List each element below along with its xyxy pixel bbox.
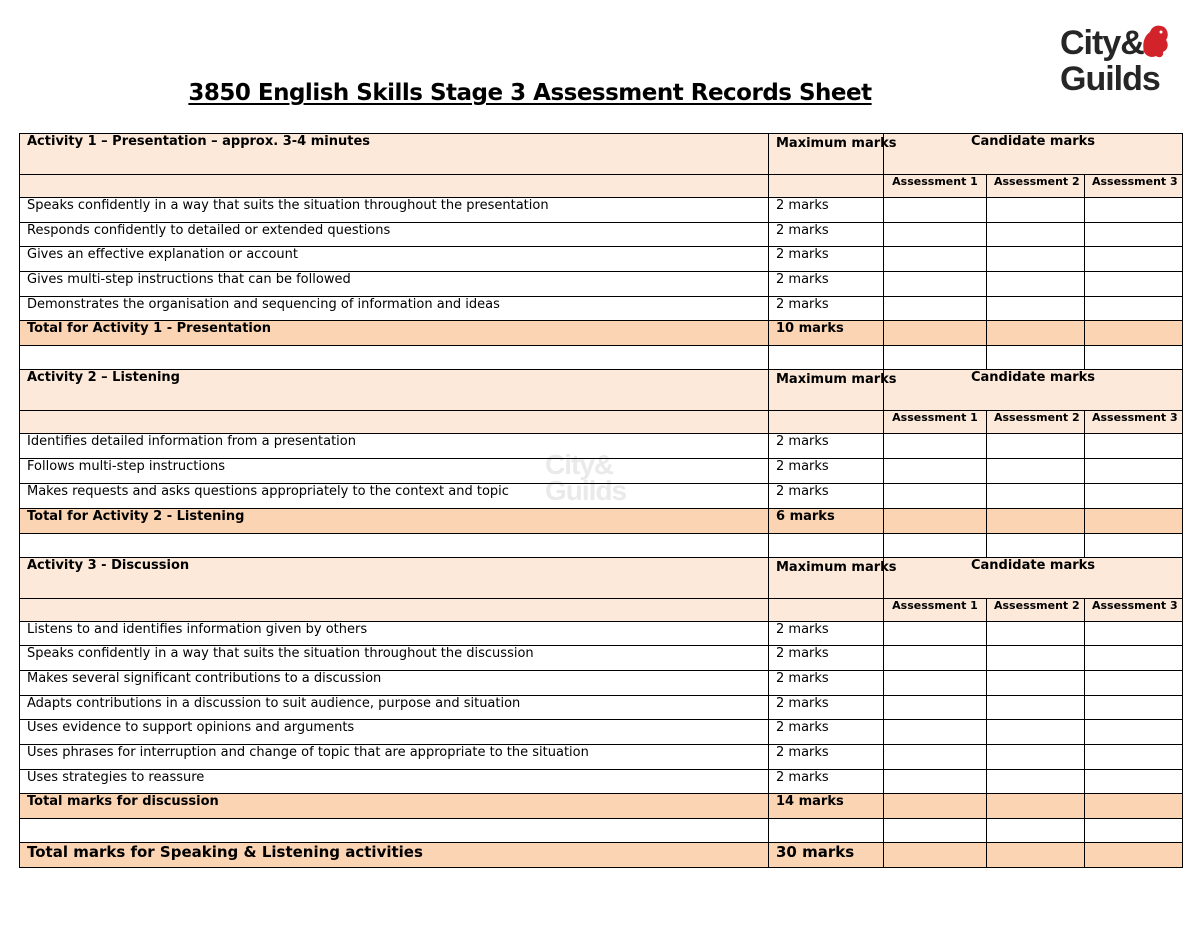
blank-cell <box>769 411 884 434</box>
criterion-row <box>20 646 1183 671</box>
criterion-row <box>20 296 1183 321</box>
candidate-mark-cell[interactable] <box>1085 272 1183 297</box>
blank-cell <box>769 533 884 557</box>
candidate-mark-cell[interactable] <box>884 769 987 794</box>
criterion-row <box>20 744 1183 769</box>
max-marks-value: 2 marks <box>769 434 884 459</box>
criterion-row <box>20 769 1183 794</box>
candidate-mark-cell[interactable] <box>987 769 1085 794</box>
max-marks-value: 2 marks <box>769 483 884 508</box>
activity-heading: Activity 1 – Presentation – approx. 3-4 minutes <box>20 134 769 175</box>
blank-cell <box>1085 819 1183 843</box>
criterion-text: Responds confidently to detailed or extended questions <box>20 222 769 247</box>
blank-cell <box>1085 533 1183 557</box>
criterion-row <box>20 621 1183 646</box>
candidate-mark-cell[interactable] <box>987 646 1085 671</box>
assessment-header-row <box>20 598 1183 621</box>
max-marks-value: 2 marks <box>769 198 884 223</box>
assessment-records-table <box>19 133 1183 868</box>
spacer-row <box>20 533 1183 557</box>
criterion-text: Follows multi-step instructions <box>20 459 769 484</box>
total-row <box>20 321 1183 346</box>
candidate-mark-cell[interactable] <box>884 483 987 508</box>
blank-cell <box>769 175 884 198</box>
max-marks-value: 2 marks <box>769 296 884 321</box>
watermark-line-2: Guilds <box>545 475 627 506</box>
candidate-mark-cell[interactable] <box>884 321 987 346</box>
candidate-mark-cell[interactable] <box>987 670 1085 695</box>
candidate-mark-cell[interactable] <box>1085 321 1183 346</box>
criterion-text: Uses evidence to support opinions and arguments <box>20 720 769 745</box>
criterion-text: Gives multi-step instructions that can be followed <box>20 272 769 297</box>
max-marks-header: Maximum marks <box>769 557 884 598</box>
criterion-text: Makes requests and asks questions appropriately to the context and topic <box>20 483 769 508</box>
candidate-marks-header: Candidate marks <box>884 370 1183 411</box>
assessment-1-header: Assessment 1 <box>884 175 987 198</box>
candidate-mark-cell[interactable] <box>1085 794 1183 819</box>
candidate-mark-cell[interactable] <box>1085 247 1183 272</box>
criterion-text: Uses phrases for interruption and change of topic that are appropriate to the situation <box>20 744 769 769</box>
activity-heading: Activity 3 - Discussion <box>20 557 769 598</box>
candidate-mark-cell[interactable] <box>987 321 1085 346</box>
candidate-mark-cell[interactable] <box>884 198 987 223</box>
assessment-2-header: Assessment 2 <box>987 411 1085 434</box>
criterion-text: Uses strategies to reassure <box>20 769 769 794</box>
criterion-text: Identifies detailed information from a presentation <box>20 434 769 459</box>
candidate-mark-cell[interactable] <box>884 794 987 819</box>
candidate-mark-cell[interactable] <box>884 646 987 671</box>
assessment-3-header: Assessment 3 <box>1085 411 1183 434</box>
max-marks-header: Maximum marks <box>769 370 884 411</box>
candidate-mark-cell[interactable] <box>1085 621 1183 646</box>
criterion-text: Speaks confidently in a way that suits the situation throughout the presentation <box>20 198 769 223</box>
criterion-row <box>20 720 1183 745</box>
assessment-header-row <box>20 411 1183 434</box>
total-label: Total for Activity 2 - Listening <box>20 508 769 533</box>
candidate-mark-cell[interactable] <box>987 434 1085 459</box>
blank-cell <box>20 533 769 557</box>
candidate-mark-cell[interactable] <box>987 621 1085 646</box>
max-marks-value: 2 marks <box>769 744 884 769</box>
candidate-mark-cell[interactable] <box>987 198 1085 223</box>
blank-cell <box>1085 346 1183 370</box>
criterion-row <box>20 695 1183 720</box>
assessment-1-header: Assessment 1 <box>884 411 987 434</box>
candidate-mark-cell[interactable] <box>884 434 987 459</box>
max-marks-value: 2 marks <box>769 621 884 646</box>
watermark-line-1: City& <box>545 449 614 480</box>
activity-header-row <box>20 134 1183 175</box>
spacer-row <box>20 819 1183 843</box>
assessment-3-header: Assessment 3 <box>1085 598 1183 621</box>
max-marks-value: 2 marks <box>769 646 884 671</box>
candidate-mark-cell[interactable] <box>987 272 1085 297</box>
criterion-text: Demonstrates the organisation and sequencing of information and ideas <box>20 296 769 321</box>
blank-cell <box>769 598 884 621</box>
blank-cell <box>20 819 769 843</box>
candidate-mark-cell[interactable] <box>884 247 987 272</box>
candidate-marks-header: Candidate marks <box>884 134 1183 175</box>
max-marks-header: Maximum marks <box>769 134 884 175</box>
assessment-2-header: Assessment 2 <box>987 598 1085 621</box>
max-marks-value: 2 marks <box>769 222 884 247</box>
max-marks-value: 2 marks <box>769 670 884 695</box>
criterion-row <box>20 272 1183 297</box>
total-label: Total marks for discussion <box>20 794 769 819</box>
blank-cell <box>884 533 987 557</box>
activity-heading: Activity 2 – Listening <box>20 370 769 411</box>
max-marks-value: 2 marks <box>769 459 884 484</box>
max-marks-value: 2 marks <box>769 272 884 297</box>
assessment-1-header: Assessment 1 <box>884 598 987 621</box>
candidate-mark-cell[interactable] <box>987 483 1085 508</box>
candidate-mark-cell[interactable] <box>987 247 1085 272</box>
assessment-header-row <box>20 175 1183 198</box>
candidate-mark-cell[interactable] <box>884 720 987 745</box>
criterion-row <box>20 222 1183 247</box>
blank-cell <box>20 346 769 370</box>
assessment-2-header: Assessment 2 <box>987 175 1085 198</box>
candidate-mark-cell[interactable] <box>884 621 987 646</box>
grand-total-marks: 30 marks <box>769 843 884 868</box>
candidate-mark-cell[interactable] <box>1085 646 1183 671</box>
blank-cell <box>20 175 769 198</box>
page-title: 3850 English Skills Stage 3 Assessment Records Sheet <box>188 80 872 106</box>
candidate-mark-cell[interactable] <box>1085 695 1183 720</box>
total-marks-value: 14 marks <box>769 794 884 819</box>
criterion-text: Speaks confidently in a way that suits the situation throughout the discussion <box>20 646 769 671</box>
blank-cell <box>769 346 884 370</box>
candidate-mark-cell[interactable] <box>987 720 1085 745</box>
assessment-3-header: Assessment 3 <box>1085 175 1183 198</box>
blank-cell <box>20 598 769 621</box>
candidate-mark-cell[interactable] <box>1085 434 1183 459</box>
candidate-mark-cell[interactable] <box>1085 296 1183 321</box>
candidate-mark-cell[interactable] <box>884 695 987 720</box>
blank-cell <box>884 819 987 843</box>
candidate-mark-cell[interactable] <box>1085 744 1183 769</box>
city-guilds-logo <box>1060 22 1170 100</box>
grand-total-label: Total marks for Speaking & Listening activities <box>20 843 769 868</box>
max-marks-value: 2 marks <box>769 247 884 272</box>
candidate-mark-cell[interactable] <box>1085 483 1183 508</box>
grand-total-row <box>20 843 1183 868</box>
criterion-row <box>20 670 1183 695</box>
candidate-marks-header: Candidate marks <box>884 557 1183 598</box>
blank-cell <box>20 411 769 434</box>
candidate-mark-cell[interactable] <box>884 296 987 321</box>
blank-cell <box>987 533 1085 557</box>
total-marks-value: 10 marks <box>769 321 884 346</box>
criterion-row <box>20 198 1183 223</box>
criterion-text: Gives an effective explanation or account <box>20 247 769 272</box>
candidate-mark-cell[interactable] <box>987 222 1085 247</box>
blank-cell <box>987 346 1085 370</box>
max-marks-value: 2 marks <box>769 695 884 720</box>
total-row <box>20 508 1183 533</box>
candidate-mark-cell[interactable] <box>1085 459 1183 484</box>
total-label: Total for Activity 1 - Presentation <box>20 321 769 346</box>
candidate-mark-cell[interactable] <box>987 843 1085 868</box>
candidate-mark-cell[interactable] <box>884 272 987 297</box>
candidate-mark-cell[interactable] <box>987 296 1085 321</box>
total-marks-value: 6 marks <box>769 508 884 533</box>
candidate-mark-cell[interactable] <box>1085 670 1183 695</box>
candidate-mark-cell[interactable] <box>1085 769 1183 794</box>
candidate-mark-cell[interactable] <box>987 459 1085 484</box>
candidate-mark-cell[interactable] <box>884 508 987 533</box>
candidate-mark-cell[interactable] <box>1085 198 1183 223</box>
candidate-mark-cell[interactable] <box>987 695 1085 720</box>
candidate-mark-cell[interactable] <box>884 222 987 247</box>
candidate-mark-cell[interactable] <box>1085 843 1183 868</box>
candidate-mark-cell[interactable] <box>1085 508 1183 533</box>
spacer-row <box>20 346 1183 370</box>
candidate-mark-cell[interactable] <box>884 670 987 695</box>
criterion-text: Makes several significant contributions to a discussion <box>20 670 769 695</box>
criterion-row <box>20 483 1183 508</box>
criterion-row <box>20 247 1183 272</box>
blank-cell <box>769 819 884 843</box>
blank-cell <box>987 819 1085 843</box>
activity-header-row <box>20 370 1183 411</box>
candidate-mark-cell[interactable] <box>1085 222 1183 247</box>
max-marks-value: 2 marks <box>769 720 884 745</box>
total-row <box>20 794 1183 819</box>
candidate-mark-cell[interactable] <box>987 794 1085 819</box>
candidate-mark-cell[interactable] <box>884 744 987 769</box>
candidate-mark-cell[interactable] <box>884 459 987 484</box>
criterion-row <box>20 434 1183 459</box>
blank-cell <box>884 346 987 370</box>
max-marks-value: 2 marks <box>769 769 884 794</box>
activity-header-row <box>20 557 1183 598</box>
candidate-mark-cell[interactable] <box>884 843 987 868</box>
criterion-text: Adapts contributions in a discussion to suit audience, purpose and situation <box>20 695 769 720</box>
logo-line-1: City& <box>1060 24 1144 62</box>
candidate-mark-cell[interactable] <box>987 508 1085 533</box>
criterion-row <box>20 459 1183 484</box>
criterion-text: Listens to and identifies information given by others <box>20 621 769 646</box>
candidate-mark-cell[interactable] <box>1085 720 1183 745</box>
logo-line-2: Guilds <box>1060 60 1160 98</box>
lion-icon <box>1138 22 1170 60</box>
candidate-mark-cell[interactable] <box>987 744 1085 769</box>
